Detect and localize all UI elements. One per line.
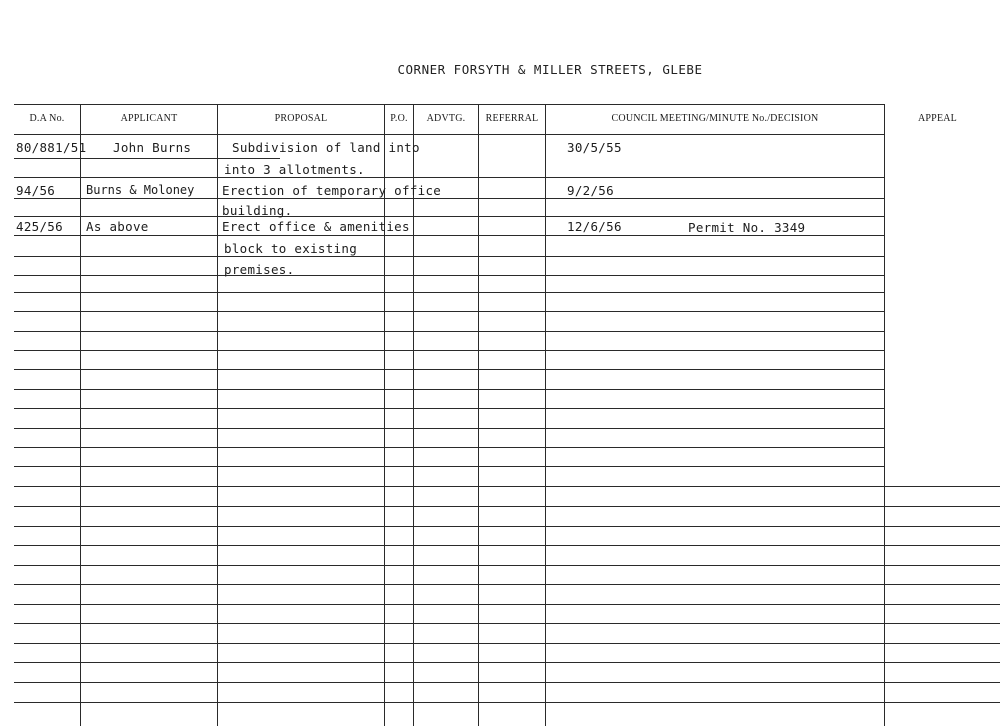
entry-applicant: As above: [86, 219, 149, 234]
entry-proposal-line: premises.: [224, 262, 295, 277]
entry-proposal-line: Erect office & amenities: [222, 219, 410, 234]
entry-proposal-line: Subdivision of land into: [232, 140, 420, 155]
column-divider: [884, 104, 885, 726]
row-rule: [14, 702, 1000, 703]
row-rule: [14, 292, 884, 293]
header-advtg: ADVTG.: [426, 113, 466, 124]
row-rule: [14, 311, 884, 312]
row-rule: [14, 177, 884, 178]
row-rule: [14, 275, 884, 276]
entry-council-date: 12/6/56: [567, 219, 622, 234]
header-proposal: PROPOSAL: [274, 113, 328, 124]
entry-decision: Permit No. 3349: [688, 220, 806, 235]
entry-applicant: John Burns: [113, 140, 192, 155]
header-top-rule: [14, 104, 884, 105]
row-rule: [14, 408, 884, 409]
header-referral: REFERRAL: [485, 113, 539, 124]
row-rule: [14, 486, 1000, 487]
row-rule: [14, 545, 1000, 546]
column-divider: [80, 104, 81, 726]
row-rule: [14, 428, 884, 429]
header-po: P.O.: [390, 113, 408, 124]
column-divider: [217, 104, 218, 726]
row-rule: [14, 158, 280, 159]
row-rule: [14, 447, 884, 448]
entry-applicant: Burns & Moloney: [86, 183, 195, 197]
row-rule: [14, 623, 1000, 624]
column-divider: [478, 104, 479, 726]
header-appeal: APPEAL: [918, 113, 957, 124]
row-rule: [14, 682, 1000, 683]
row-rule: [14, 369, 884, 370]
row-rule: [14, 331, 884, 332]
row-rule: [14, 643, 1000, 644]
row-rule: [14, 604, 1000, 605]
entry-council-date: 30/5/55: [567, 140, 622, 155]
entry-proposal-line: block to existing: [224, 241, 358, 256]
row-rule: [14, 662, 1000, 663]
header-bottom-rule: [14, 134, 884, 135]
row-rule: [14, 506, 1000, 507]
row-rule: [14, 198, 884, 199]
row-rule: [14, 389, 884, 390]
entry-proposal-line: building.: [222, 203, 293, 218]
entry-proposal-line: into 3 allotments.: [224, 162, 365, 177]
row-rule: [14, 256, 884, 257]
entry-da-no: 80/881/51: [16, 140, 87, 155]
page-title: CORNER FORSYTH & MILLER STREETS, GLEBE: [397, 62, 703, 77]
header-da-no: D.A No.: [29, 113, 65, 124]
entry-proposal-line: Erection of temporary office: [222, 183, 442, 198]
entry-da-no: 425/56: [16, 219, 63, 234]
entry-da-no: 94/56: [16, 183, 56, 198]
row-rule: [14, 216, 884, 217]
entry-council-date: 9/2/56: [567, 183, 614, 198]
column-divider: [545, 104, 546, 726]
row-rule: [14, 350, 884, 351]
row-rule: [14, 235, 884, 236]
row-rule: [14, 565, 1000, 566]
header-council: COUNCIL MEETING/MINUTE No./DECISION: [611, 113, 819, 124]
header-applicant: APPLICANT: [120, 113, 178, 124]
row-rule: [14, 584, 1000, 585]
row-rule: [14, 526, 1000, 527]
row-rule: [14, 466, 884, 467]
